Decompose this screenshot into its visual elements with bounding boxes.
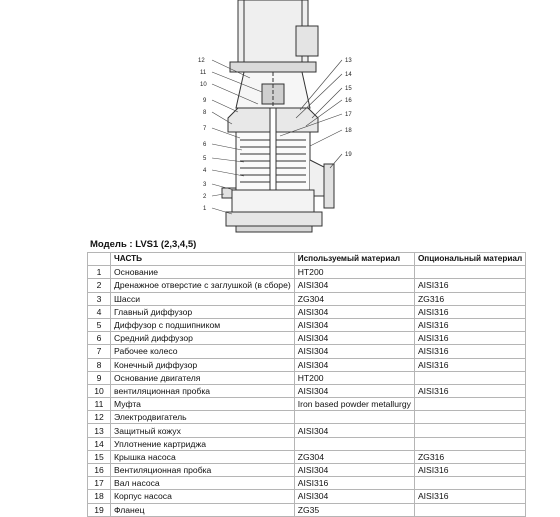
table-header-row xyxy=(88,253,526,266)
optional-material-cell xyxy=(414,266,525,279)
table-row xyxy=(88,371,526,384)
material-cell: AISI304 xyxy=(294,424,414,437)
optional-material-cell: AISI316 xyxy=(414,358,525,371)
part-name-cell: Крышка насоса xyxy=(111,450,295,463)
material-cell: AISI304 xyxy=(294,279,414,292)
callout-label: 1 xyxy=(203,206,207,212)
part-name-cell: Фланец xyxy=(111,503,295,516)
part-number-cell: 1 xyxy=(88,266,111,279)
material-cell: AISI316 xyxy=(294,477,414,490)
optional-material-cell xyxy=(414,437,525,450)
header-optional-material: Опциональный материал xyxy=(414,253,525,266)
table-row xyxy=(88,411,526,424)
callout-label: 4 xyxy=(203,168,207,174)
part-name-cell: вентиляционная пробка xyxy=(111,384,295,397)
optional-material-cell: AISI316 xyxy=(414,305,525,318)
part-number-cell: 11 xyxy=(88,398,111,411)
table-row xyxy=(88,266,526,279)
optional-material-cell xyxy=(414,477,525,490)
callout-label: 12 xyxy=(198,58,205,64)
material-cell: AISI304 xyxy=(294,464,414,477)
motor-flange xyxy=(230,62,316,72)
part-name-cell: Вентиляционная пробка xyxy=(111,464,295,477)
material-cell: ZG304 xyxy=(294,450,414,463)
part-number-cell: 10 xyxy=(88,384,111,397)
pump-base xyxy=(226,212,322,226)
callout-label: 3 xyxy=(203,182,207,188)
part-name-cell: Диффузор с подшипником xyxy=(111,318,295,331)
pump-cross-section-diagram xyxy=(0,0,560,238)
callout-label: 9 xyxy=(203,98,207,104)
header-part: ЧАСТЬ xyxy=(111,253,295,266)
optional-material-cell xyxy=(414,411,525,424)
part-name-cell: Электродвигатель xyxy=(111,411,295,424)
callout-label: 15 xyxy=(345,86,352,92)
model-label: Модель : LVS1 (2,3,4,5) xyxy=(90,239,197,250)
part-number-cell: 16 xyxy=(88,464,111,477)
optional-material-cell: ZG316 xyxy=(414,292,525,305)
part-number-cell: 8 xyxy=(88,358,111,371)
optional-material-cell xyxy=(414,424,525,437)
callout-label: 13 xyxy=(345,58,352,64)
table-row xyxy=(88,384,526,397)
part-number-cell: 12 xyxy=(88,411,111,424)
material-cell: AISI304 xyxy=(294,318,414,331)
part-number-cell: 13 xyxy=(88,424,111,437)
material-cell: AISI304 xyxy=(294,384,414,397)
header-number xyxy=(88,253,111,266)
part-name-cell: Средний диффузор xyxy=(111,332,295,345)
part-name-cell: Вал насоса xyxy=(111,477,295,490)
material-cell: AISI304 xyxy=(294,305,414,318)
material-cell: AISI304 xyxy=(294,358,414,371)
callout-label: 8 xyxy=(203,110,207,116)
optional-material-cell: AISI316 xyxy=(414,490,525,503)
part-number-cell: 19 xyxy=(88,503,111,516)
optional-material-cell: AISI316 xyxy=(414,345,525,358)
part-name-cell: Основание xyxy=(111,266,295,279)
table-row xyxy=(88,424,526,437)
material-cell xyxy=(294,411,414,424)
callout-label: 17 xyxy=(345,112,352,118)
table-row xyxy=(88,450,526,463)
callout-label: 10 xyxy=(200,82,207,88)
callout-label: 5 xyxy=(203,156,207,162)
material-cell: ZG304 xyxy=(294,292,414,305)
part-name-cell: Уплотнение картриджа xyxy=(111,437,295,450)
part-number-cell: 14 xyxy=(88,437,111,450)
table-row xyxy=(88,398,526,411)
part-number-cell: 3 xyxy=(88,292,111,305)
optional-material-cell: ZG316 xyxy=(414,450,525,463)
callout-labels-left xyxy=(198,58,207,212)
part-number-cell: 7 xyxy=(88,345,111,358)
material-cell: Iron based powder metallurgy xyxy=(294,398,414,411)
material-cell: AISI304 xyxy=(294,490,414,503)
callout-labels-right xyxy=(345,58,352,158)
callout-label: 7 xyxy=(203,126,207,132)
optional-material-cell: AISI316 xyxy=(414,279,525,292)
material-cell: AISI304 xyxy=(294,332,414,345)
parts-table xyxy=(87,252,526,517)
table-row xyxy=(88,477,526,490)
part-number-cell: 2 xyxy=(88,279,111,292)
part-name-cell: Муфта xyxy=(111,398,295,411)
optional-material-cell xyxy=(414,398,525,411)
callout-label: 16 xyxy=(345,98,352,104)
pump-shaft xyxy=(270,108,276,192)
material-cell xyxy=(294,437,414,450)
optional-material-cell: AISI316 xyxy=(414,464,525,477)
material-cell: ZG35 xyxy=(294,503,414,516)
callout-label: 18 xyxy=(345,128,352,134)
table-row xyxy=(88,318,526,331)
part-name-cell: Основание двигателя xyxy=(111,371,295,384)
pump-chamber xyxy=(232,190,314,212)
table-row xyxy=(88,358,526,371)
table-row xyxy=(88,332,526,345)
part-number-cell: 17 xyxy=(88,477,111,490)
table-row xyxy=(88,490,526,503)
part-name-cell: Защитный кожух xyxy=(111,424,295,437)
callout-label: 6 xyxy=(203,142,207,148)
callout-label: 14 xyxy=(345,72,352,78)
optional-material-cell xyxy=(414,371,525,384)
part-name-cell: Дренажное отверстие с заглушкой (в сборе) xyxy=(111,279,295,292)
table-row xyxy=(88,305,526,318)
callout-label: 19 xyxy=(345,152,352,158)
optional-material-cell xyxy=(414,503,525,516)
motor-terminal-box xyxy=(296,26,318,56)
material-cell: HT200 xyxy=(294,371,414,384)
part-number-cell: 6 xyxy=(88,332,111,345)
material-cell: HT200 xyxy=(294,266,414,279)
optional-material-cell: AISI316 xyxy=(414,332,525,345)
optional-material-cell: AISI316 xyxy=(414,318,525,331)
part-name-cell: Конечный диффузор xyxy=(111,358,295,371)
optional-material-cell: AISI316 xyxy=(414,384,525,397)
part-number-cell: 4 xyxy=(88,305,111,318)
part-number-cell: 15 xyxy=(88,450,111,463)
table-row xyxy=(88,292,526,305)
table-row xyxy=(88,503,526,516)
part-name-cell: Корпус насоса xyxy=(111,490,295,503)
outlet-flange xyxy=(324,164,334,208)
part-name-cell: Рабочее колесо xyxy=(111,345,295,358)
table-row xyxy=(88,464,526,477)
material-cell: AISI304 xyxy=(294,345,414,358)
part-number-cell: 18 xyxy=(88,490,111,503)
part-name-cell: Шасси xyxy=(111,292,295,305)
header-material: Используемый материал xyxy=(294,253,414,266)
table-row xyxy=(88,345,526,358)
table-row xyxy=(88,279,526,292)
part-name-cell: Главный диффузор xyxy=(111,305,295,318)
callout-label: 2 xyxy=(203,194,207,200)
part-number-cell: 5 xyxy=(88,318,111,331)
part-number-cell: 9 xyxy=(88,371,111,384)
table-row xyxy=(88,437,526,450)
callout-label: 11 xyxy=(200,70,207,76)
